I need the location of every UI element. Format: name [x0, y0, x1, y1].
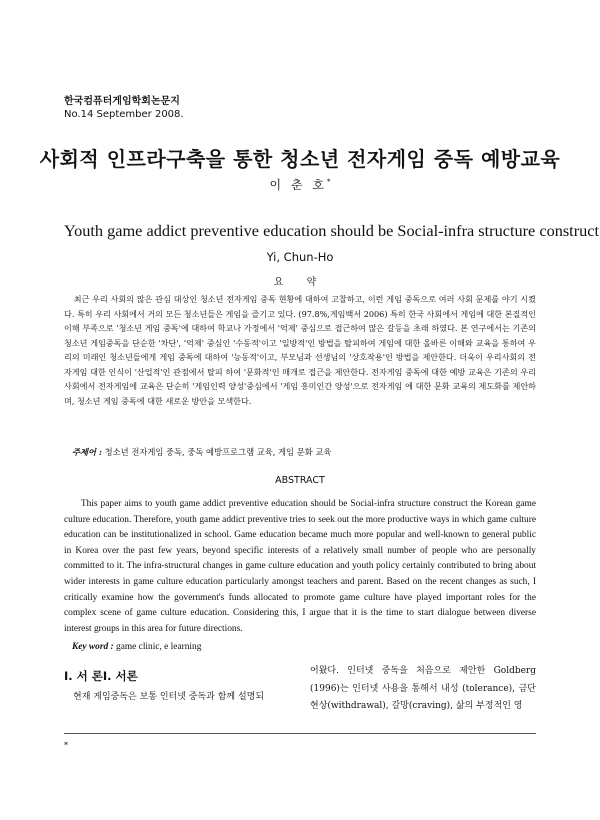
korean-author — [0, 176, 600, 193]
footnote-divider — [64, 733, 536, 734]
body-right-column: 어왔다. 인터넷 중독을 처음으로 제안한 Goldberg (1996)는 인터넷 사용을 통해서 내성 (tolerance), 금단현상(withdrawal), 갈망(craving), 삶의 부정적인 영 — [310, 666, 536, 711]
korean-title: 사회적 인프라구축을 통한 청소년 전자게임 중독 예방교육 — [39, 147, 561, 171]
body-left-column: 현재 게임중독은 보통 인터넷 중독과 함께 설명되 — [73, 692, 265, 702]
journal-issue: No.14 September 2008. — [64, 109, 184, 120]
korean-keywords-text: 청소년 전자게임 중독, 중독 예방프로그램 교육, 게임 문화 교육 — [104, 447, 332, 457]
footnote-mark: * — [64, 741, 68, 750]
korean-author-name: 이 춘 호 — [269, 178, 327, 192]
korean-keywords — [72, 446, 331, 458]
english-keywords — [72, 642, 201, 652]
author-footnote-mark: * — [326, 178, 331, 186]
english-title: Youth game addict preventive education should be Social-infra structure construct — [64, 221, 600, 240]
journal-header — [64, 95, 184, 121]
english-author: Yi, Chun-Ho — [266, 250, 334, 264]
korean-keywords-label: 주제어 : — [72, 447, 102, 457]
korean-abstract: 최근 우리 사회의 많은 관심 대상인 청소년 전자게임 중독 현황에 대하여 고찰하고, 이런 게임 중독으로 여러 사회 문제를 야기 시켰다. 특히 우리 사회에서 거의 모든 청소년들은 게임을 즐기고 있다. (97.8%,게임백서 2006) 특히 한국 사회에서 게임에 대한 본질적인 이해 부족으로 '청소년 게임 중독'에 대하여 학교나 가정에서 '억제' 중심으로 접근하여 많은 갈등을 초래 하였다. 본 연구에서는 기존의 청소년 게임중독을 단순한 '차단', '억제' 중심인 '수동적'이고 '일방적'인 방법을 탈피하여 게임에 대한 올바른 이해와 교육을 통하여 우리의 미래인 청소년들에게 게임 중독에 대하여 '능동적'이고, 부모님과 선생님의 '상호작용'인 방법을 제안한다. 더욱이 우리사회의 전자게임 대한 인식이 '산업적'인 관점에서 탈피 하여 '문화적'인 매개로 접근을 제안한다. 전자게임 중독에 대한 예방 교육은 기존의 우리사회에서 전자게임에 교육은 단순히 '게임인력 양성'중심에서 '게임 흥미인간 양성'으로 전자게임 에 대한 문화 교육의 제도화를 제안하며, 청소년 게임 중독에 대한 새로운 방안을 모색한다. — [64, 294, 536, 406]
journal-name: 한국컴퓨터게임학회논문지 — [64, 96, 180, 107]
section-heading: Ⅰ. 서 론Ⅰ. 서론 — [64, 669, 138, 683]
english-keywords-text: game clinic, e learning — [116, 642, 202, 652]
abstract-heading: ABSTRACT — [275, 475, 325, 486]
english-keywords-label: Key word : — [72, 642, 114, 652]
english-abstract: This paper aims to youth game addict preventive education should be Social-infra structure construct the Korean game culture education. Therefore, youth game addict preventive tries to seek out the more productive ways in which game culture education can be institutionalized in school. Game education became much more popular and well-known to general public in Korea over the past few years, beyond specific interests of a relatively small number of people who are personally committed to it. The infra-structural changes in game culture education and youth policy certainly contributed to bring about wider interests in game culture education particularly amongst teachers and parent. Based on the recent changes as such, I critically examine how the government's funds allocated to promote game culture have played important roles for the complex scene of game culture education. Considering this, I argue that it is the time to start dialogue between diverse interest groups in this area for future directions. — [64, 499, 536, 634]
summary-heading: 요 약 — [273, 277, 327, 288]
